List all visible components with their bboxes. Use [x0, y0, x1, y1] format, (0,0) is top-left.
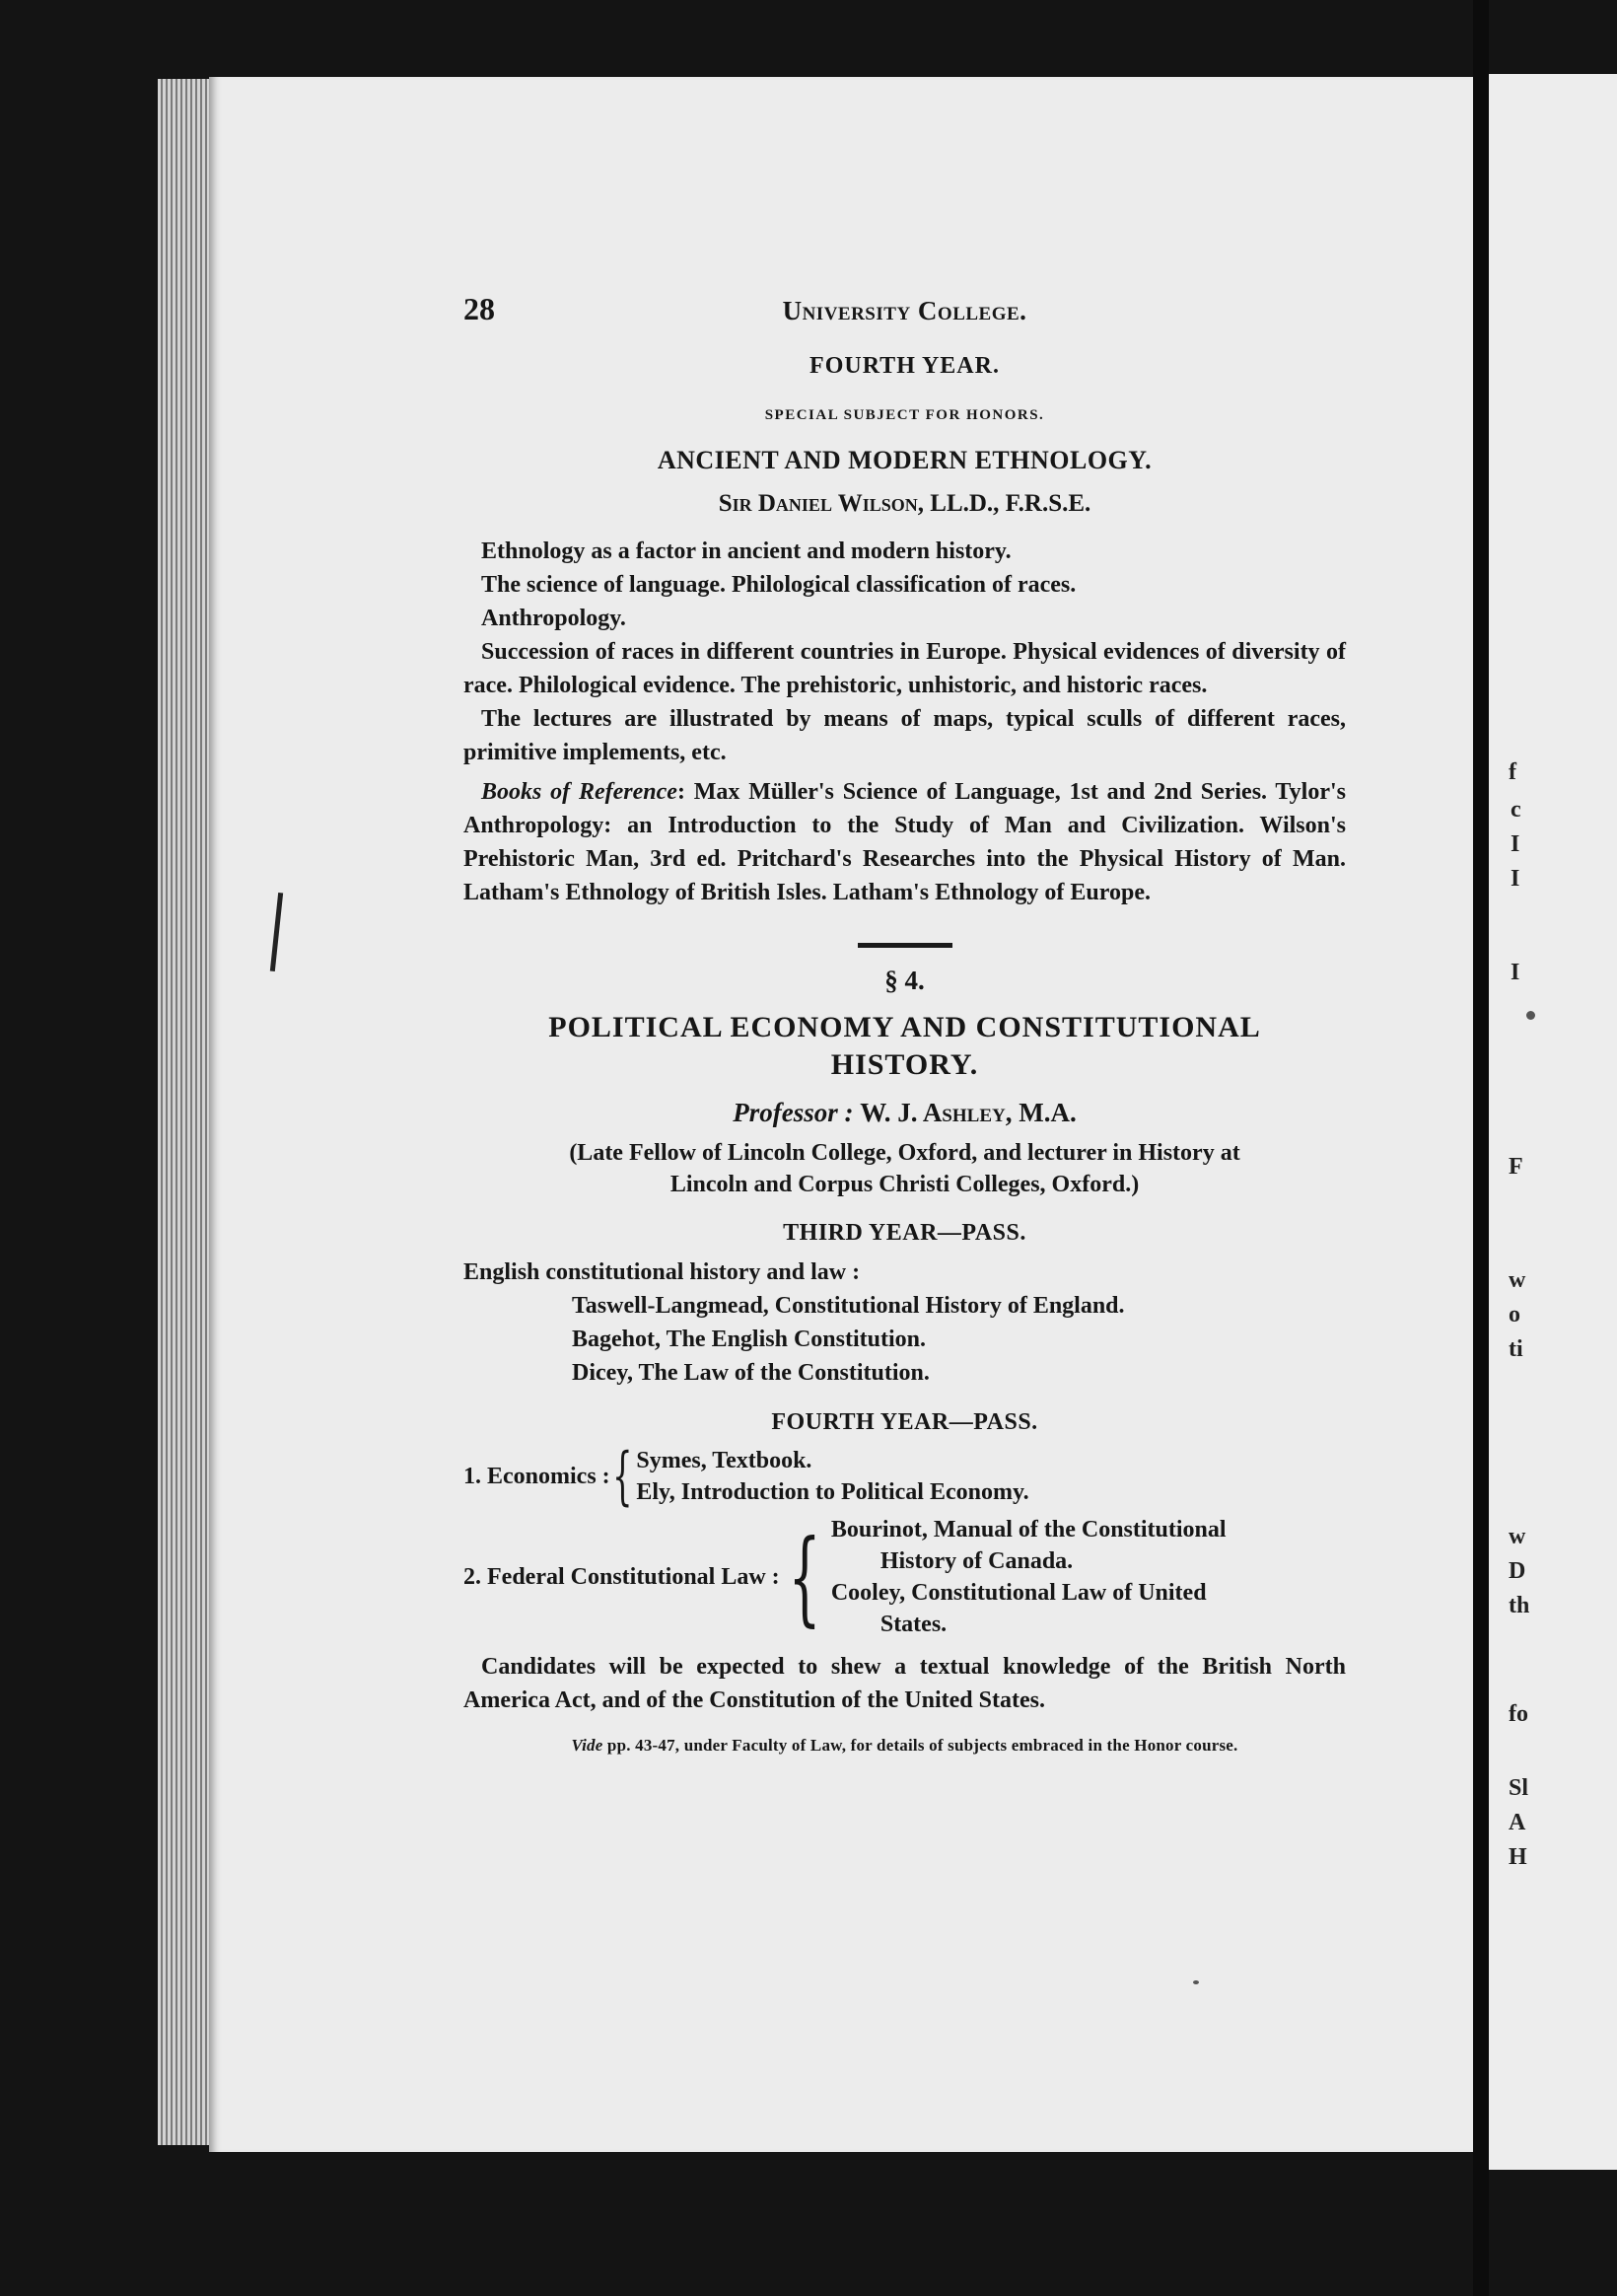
facing-page-fragment: th	[1509, 1593, 1530, 1618]
economics-items	[636, 1445, 1028, 1508]
references-label: Books of Reference	[481, 779, 677, 805]
third-year-heading: THIRD YEAR—PASS.	[783, 1220, 1026, 1246]
facing-page-fragment: fo	[1509, 1701, 1528, 1727]
professor-note-line: Lincoln and Corpus Christi Colleges, Oxford.)	[669, 1172, 1140, 1197]
facing-page-fragment: D	[1509, 1558, 1526, 1584]
facing-page-fragment: I	[1511, 866, 1520, 892]
list-item: Symes, Textbook.	[636, 1448, 812, 1473]
section-title-line: POLITICAL ECONOMY AND CONSTITUTIONAL	[548, 1011, 1261, 1043]
body-paragraph: The lectures are illustrated by means of maps, typical sculls of different races, primitive implements, etc.	[463, 706, 1346, 765]
subject-heading: ANCIENT AND MODERN ETHNOLOGY.	[657, 446, 1153, 474]
list-item-continuation: States.	[879, 1612, 948, 1637]
list-item-continuation: History of Canada.	[879, 1548, 1074, 1574]
facing-page-fragment: Sl	[1509, 1775, 1529, 1801]
professor-label: Professor :	[733, 1098, 854, 1127]
list-item: Bagehot, The English Constitution.	[572, 1327, 926, 1352]
facing-page-fragment: c	[1511, 797, 1521, 823]
professor-note-line: (Late Fellow of Lincoln College, Oxford, and lecturer in History at	[569, 1140, 1240, 1166]
professor-note	[463, 1137, 1346, 1200]
special-subject-label: SPECIAL SUBJECT FOR HONORS.	[764, 407, 1045, 423]
list-item: Dicey, The Law of the Constitution.	[572, 1360, 930, 1386]
facing-page-fragment: A	[1509, 1810, 1526, 1835]
federal-law-items	[831, 1514, 1346, 1640]
facing-page-edge	[1489, 74, 1617, 2170]
list-item: Cooley, Constitutional Law of United	[830, 1580, 1207, 1606]
section-title-line: HISTORY.	[830, 1048, 979, 1081]
list-item: Taswell-Langmead, Constitutional History of England.	[572, 1293, 1125, 1319]
third-year-list	[463, 1289, 1346, 1390]
fourth-year-heading: FOURTH YEAR—PASS.	[771, 1409, 1038, 1435]
page-number: 28	[463, 291, 495, 326]
list-item: Bourinot, Manual of the Constitutional	[830, 1517, 1227, 1543]
lecturer-name: Sir Daniel Wilson, LL.D., F.R.S.E.	[718, 490, 1091, 517]
vide-label: Vide	[571, 1736, 603, 1755]
section-number: § 4.	[884, 966, 925, 995]
vide-text: pp. 43-47, under Faculty of Law, for details of subjects embraced in the Honor course.	[602, 1736, 1238, 1755]
facing-page-fragment: F	[1509, 1154, 1523, 1180]
year-heading: FOURTH YEAR.	[809, 353, 1000, 379]
brace-glyph: {	[611, 1440, 633, 1513]
professor-line	[463, 1096, 1346, 1129]
facing-page-fragment: H	[1509, 1844, 1527, 1870]
federal-law-label: 2. Federal Constitutional Law :	[463, 1564, 780, 1590]
facing-page-fragment: f	[1509, 759, 1516, 785]
facing-page-fragment: o	[1509, 1302, 1520, 1327]
federal-law-entry	[463, 1514, 1346, 1640]
body-paragraph: Ethnology as a factor in ancient and modern history.	[481, 538, 1012, 564]
facing-page-fragment: I	[1511, 960, 1520, 985]
economics-label: 1. Economics :	[463, 1464, 610, 1489]
references-paragraph	[463, 775, 1346, 909]
section-divider	[858, 943, 952, 948]
running-head: University College.	[782, 296, 1027, 325]
third-year-intro: English constitutional history and law :	[463, 1259, 861, 1285]
book-gutter	[1473, 0, 1489, 2296]
vide-note	[463, 1729, 1346, 1762]
page-header	[463, 286, 1346, 331]
body-paragraph: Succession of races in different countries in Europe. Physical evidences of diversity of race. Philological evidence. The prehistoric, unhistoric, and historic races.	[463, 639, 1346, 698]
brace-glyph: {	[788, 1517, 821, 1637]
facing-page-fragment: w	[1509, 1524, 1526, 1549]
facing-page-fragment: ti	[1509, 1336, 1523, 1362]
references-text: : Max Müller's Science of Language, 1st and 2nd Series. Tylor's Anthropology: an Introduction to the Study of Man and Civilization. Wilson's Prehistoric Man, 3rd ed. Pritchard's Researches into the Physical History of Man. Latham's Ethnology of British Isles. Latham's Ethnology of Europe.	[463, 779, 1346, 905]
page-content	[463, 286, 1346, 1762]
economics-entry	[463, 1440, 1346, 1513]
closing-paragraph: Candidates will be expected to shew a textual knowledge of the British North America Act, and of the Constitution of the United States.	[463, 1654, 1346, 1713]
body-paragraph: The science of language. Philological classification of races.	[481, 572, 1077, 598]
facing-page-fragment: I	[1511, 831, 1520, 857]
page-edges	[158, 79, 217, 2145]
page-speck	[1193, 1980, 1199, 1984]
section-title	[463, 1009, 1346, 1084]
facing-page-fragment: w	[1509, 1267, 1526, 1293]
list-item: Ely, Introduction to Political Economy.	[636, 1479, 1029, 1505]
professor-name: W. J. Ashley, M.A.	[860, 1098, 1077, 1127]
body-paragraph: Anthropology.	[481, 606, 626, 631]
page-speck	[1526, 1011, 1535, 1020]
